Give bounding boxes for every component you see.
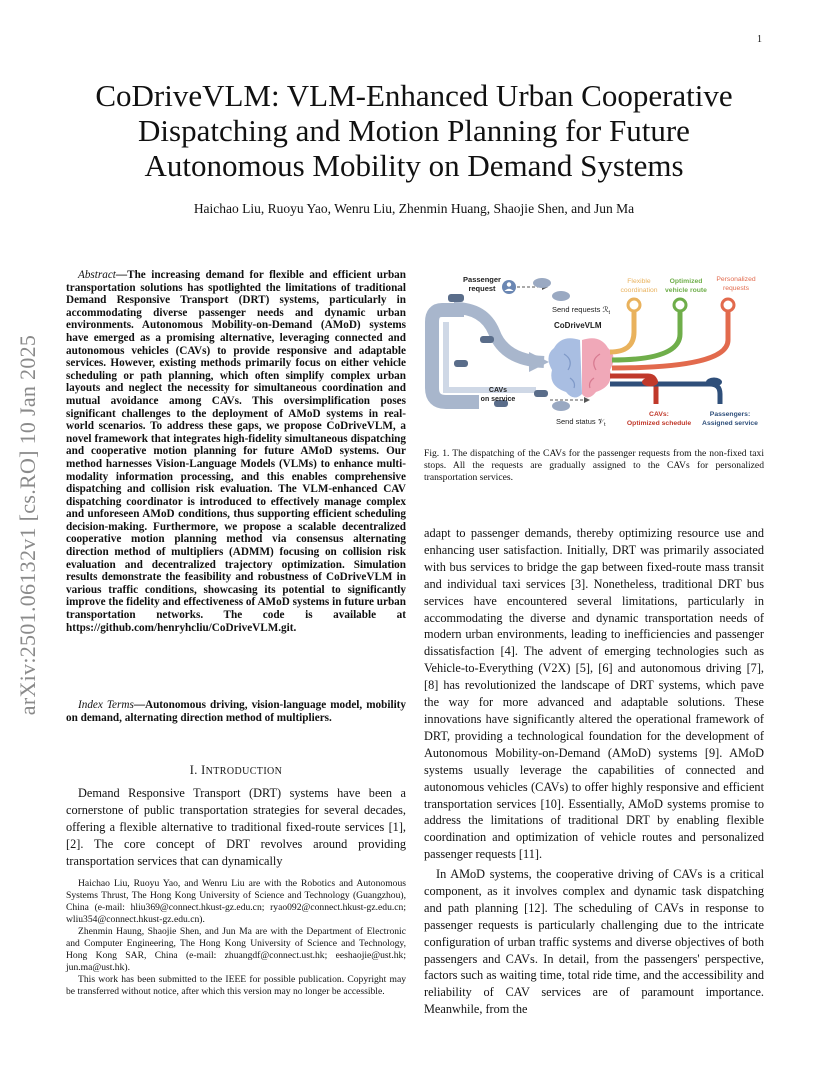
passengers-service-line	[610, 384, 720, 404]
index-terms-label: Index Terms	[78, 699, 134, 711]
cavs-schedule-label: CAVs: Optimized schedule	[626, 411, 692, 427]
abstract-text: —The increasing demand for flexible and efficient urban transportation solutions has spotlighted the limitations of traditional Demand Responsive Transport (DRT) systems, particularly in accommodating diverse passenger needs and dynamic urban environments. Autonomous Mobility-on-Demand (AMoD) systems have emerged as a promising alternative, leveraging connected and autonomous vehicles (CAVs) to provide responsive and adaptable services. However, existing methods primarily focus on either vehicle scheduling or path planning, which often simplify complex urban layouts and neglect the necessity for simultaneous coordination and mutual avoidance among CAVs. This oversimplification poses significant challenges to the deployment of AMoD systems in real-world scenarios. To address these gaps, we propose CoDriveVLM, a novel framework that integrates high-fidelity simultaneous dispatching and cooperative motion planning for future AMoD systems. Our method harnesses Vision-Language Models (VLMs) to enhance multi-modality information processing, and this enables comprehensive dispatching and collision risk evaluation. The VLM-enhanced CAV dispatching coordinator is introduced to effectively manage complex and unforeseen AMoD conditions, thus supporting efficient scheduling decision-making. Furthermore, we propose a scalable decentralized cooperative motion planning method via consensus alternating direction method of multipliers (ADMM) focusing on collision risk evaluation and decentralized trajectory optimization. Simulation results demonstrate the feasibility and robustness of CoDriveVLM in various traffic conditions, showcasing its potential to significantly improve the fidelity and effectiveness of AMoD systems in future urban transportation networks. The code is available at https://github.com/henryhcliu/CoDriveVLM.git.	[66, 269, 406, 634]
index-terms	[66, 699, 406, 724]
figure-1-diagram	[424, 270, 768, 440]
personalized-requests-label: Personalized requests	[716, 276, 756, 292]
footnote-affiliation-1: Haichao Liu, Ruoyu Yao, and Wenru Liu are with the Robotics and Autonomous Systems Thrust, The Hong Kong University of Science and Technology (Guangzhou), China (e-mail: hliu369@connect.hkust-gz.edu.cn; ryao092@connect.hkust-gz.edu.cn; wliu354@connect.hkust-gz.edu.cn).	[66, 878, 406, 925]
car-icon	[454, 360, 468, 367]
section-heading-initial: I	[201, 763, 206, 777]
footnote-affiliation-2: Zhenmin Haung, Shaojie Shen, and Jun Ma are with the Department of Electronic and Computer Engineering, The Hong Kong University of Science and Technology, Hong Kong SAR, China (e-mail: zhuangdf@connect.ust.hk; eeshaojie@ust.hk; jun.ma@ust.hk).	[66, 926, 406, 973]
section-heading-rest: NTRODUCTION	[205, 766, 283, 777]
footnote-ieee-notice: This work has been submitted to the IEEE for possible publication. Copyright may be transferred without notice, after which this version may no longer be accessible.	[66, 974, 406, 997]
send-requests-label: Send requests ℛ$_t$	[552, 305, 610, 316]
paper-authors: Haichao Liu, Ruoyu Yao, Wenru Liu, Zhenmin Huang, Shaojie Shen, and Jun Ma	[193, 201, 635, 216]
brain-left-icon	[548, 338, 582, 397]
flexible-coordination-label: Flexible coordination	[620, 278, 658, 294]
cav-icon	[534, 390, 548, 397]
cloud-upload-icon	[533, 278, 551, 288]
optimized-vehicle-route-label: Optimized vehicle route	[665, 278, 707, 294]
index-terms-text: —Autonomous driving, vision-language model, mobility on demand, alternating direction method of multipliers.	[66, 699, 406, 724]
model-name-label: CoDriveVLM	[554, 321, 602, 330]
car-icon	[448, 294, 464, 302]
footnotes	[66, 878, 406, 998]
figure-1	[424, 270, 768, 440]
figure-1-caption: Fig. 1. The dispatching of the CAVs for the passenger requests from the non-fixed taxi stops. All the requests are gradually assigned to the CAVs for personalized transportation services.	[424, 448, 764, 483]
passenger-icon	[502, 280, 516, 294]
cavs-on-service-label: CAVs on service	[480, 387, 516, 403]
paper-title: CoDriveVLM: VLM-Enhanced Urban Cooperative Dispatching and Motion Planning for Future Autonomous Mobility on Demand Systems	[95, 78, 733, 183]
road-arrow	[529, 352, 549, 372]
flexible-coordination-line	[610, 308, 634, 352]
brain-right-icon	[582, 338, 614, 397]
intro-paragraph-1: Demand Responsive Transport (DRT) systems have been a cornerstone of public transportation strategies for several decades, offering a flexible alternative to traditional fixed-route services [1], [2]. The core concept of DRT revolves around providing transportation services that can dynamically	[66, 786, 406, 868]
passengers-service-label: Passengers: Assigned service	[702, 411, 758, 427]
arxiv-identifier-text: arXiv:2501.06132v1 [cs.RO] 10 Jan 2025	[15, 334, 40, 716]
page-number: 1	[757, 34, 762, 45]
abstract-label: Abstract	[78, 269, 116, 281]
cloud-download-icon	[642, 378, 658, 387]
send-status-label: Send status 𝒱$_t$	[556, 417, 606, 428]
intro-paragraph-2: In AMoD systems, the cooperative driving of CAVs is a critical component, as it involves complex and dynamic task dispatching and path planning [12]. The scheduling of CAVs in response to passenger requests is particularly challenging due to the intricate configuration of urban traffic systems and diverse objectives of both passengers and CAVs. In detail, from the passengers' perspective, factors such as waiting time, total ride time, and the accessibility and reliability of CAV services are of paramount importance. Meanwhile, from the	[424, 867, 764, 1017]
cloud-stack-icon	[552, 401, 570, 411]
section-number: I.	[189, 763, 198, 777]
cloud-download-icon	[706, 378, 722, 387]
intro-paragraph-continued: adapt to passenger demands, thereby optimizing resource use and enhancing user satisfaction. Initially, DRT was primarily associated with bus services to bridge the gap between fixed-route mass transit and individual taxi services [3]. Nonetheless, traditional DRT bus services have encountered several limitations, particularly in accommodating the diverse and dynamic transportation needs of modern urban environments, leading to inefficiencies and passenger dissatisfaction [4]. The advent of emerging technologies such as Vehicle-to-Everything (V2X) [5], [6] and autonomous driving [7], [8] has revolutionized the landscape of DRT systems, which pave the way for more advanced and adaptable solutions. These innovations have significantly altered the operational framework of DRT, providing a technological foundation for the development of Autonomous Mobility-on-Demand (AMoD) systems [9]. AMoD systems usually leverage the capabilities of connected and autonomous vehicles (CAVs) to offer highly responsive and efficient transportation services [10]. Essentially, AMoD systems promise to address the limitations of traditional DRT by enabling flexible coordination and optimization of vehicle routes and personalized passenger requests [11].	[424, 526, 764, 862]
car-icon	[480, 336, 494, 343]
section-heading-introduction	[66, 763, 406, 778]
arxiv-identifier	[12, 290, 44, 760]
abstract	[66, 269, 406, 634]
passenger-request-label: Passenger request	[463, 275, 501, 293]
cloud-stack-icon	[552, 291, 570, 301]
